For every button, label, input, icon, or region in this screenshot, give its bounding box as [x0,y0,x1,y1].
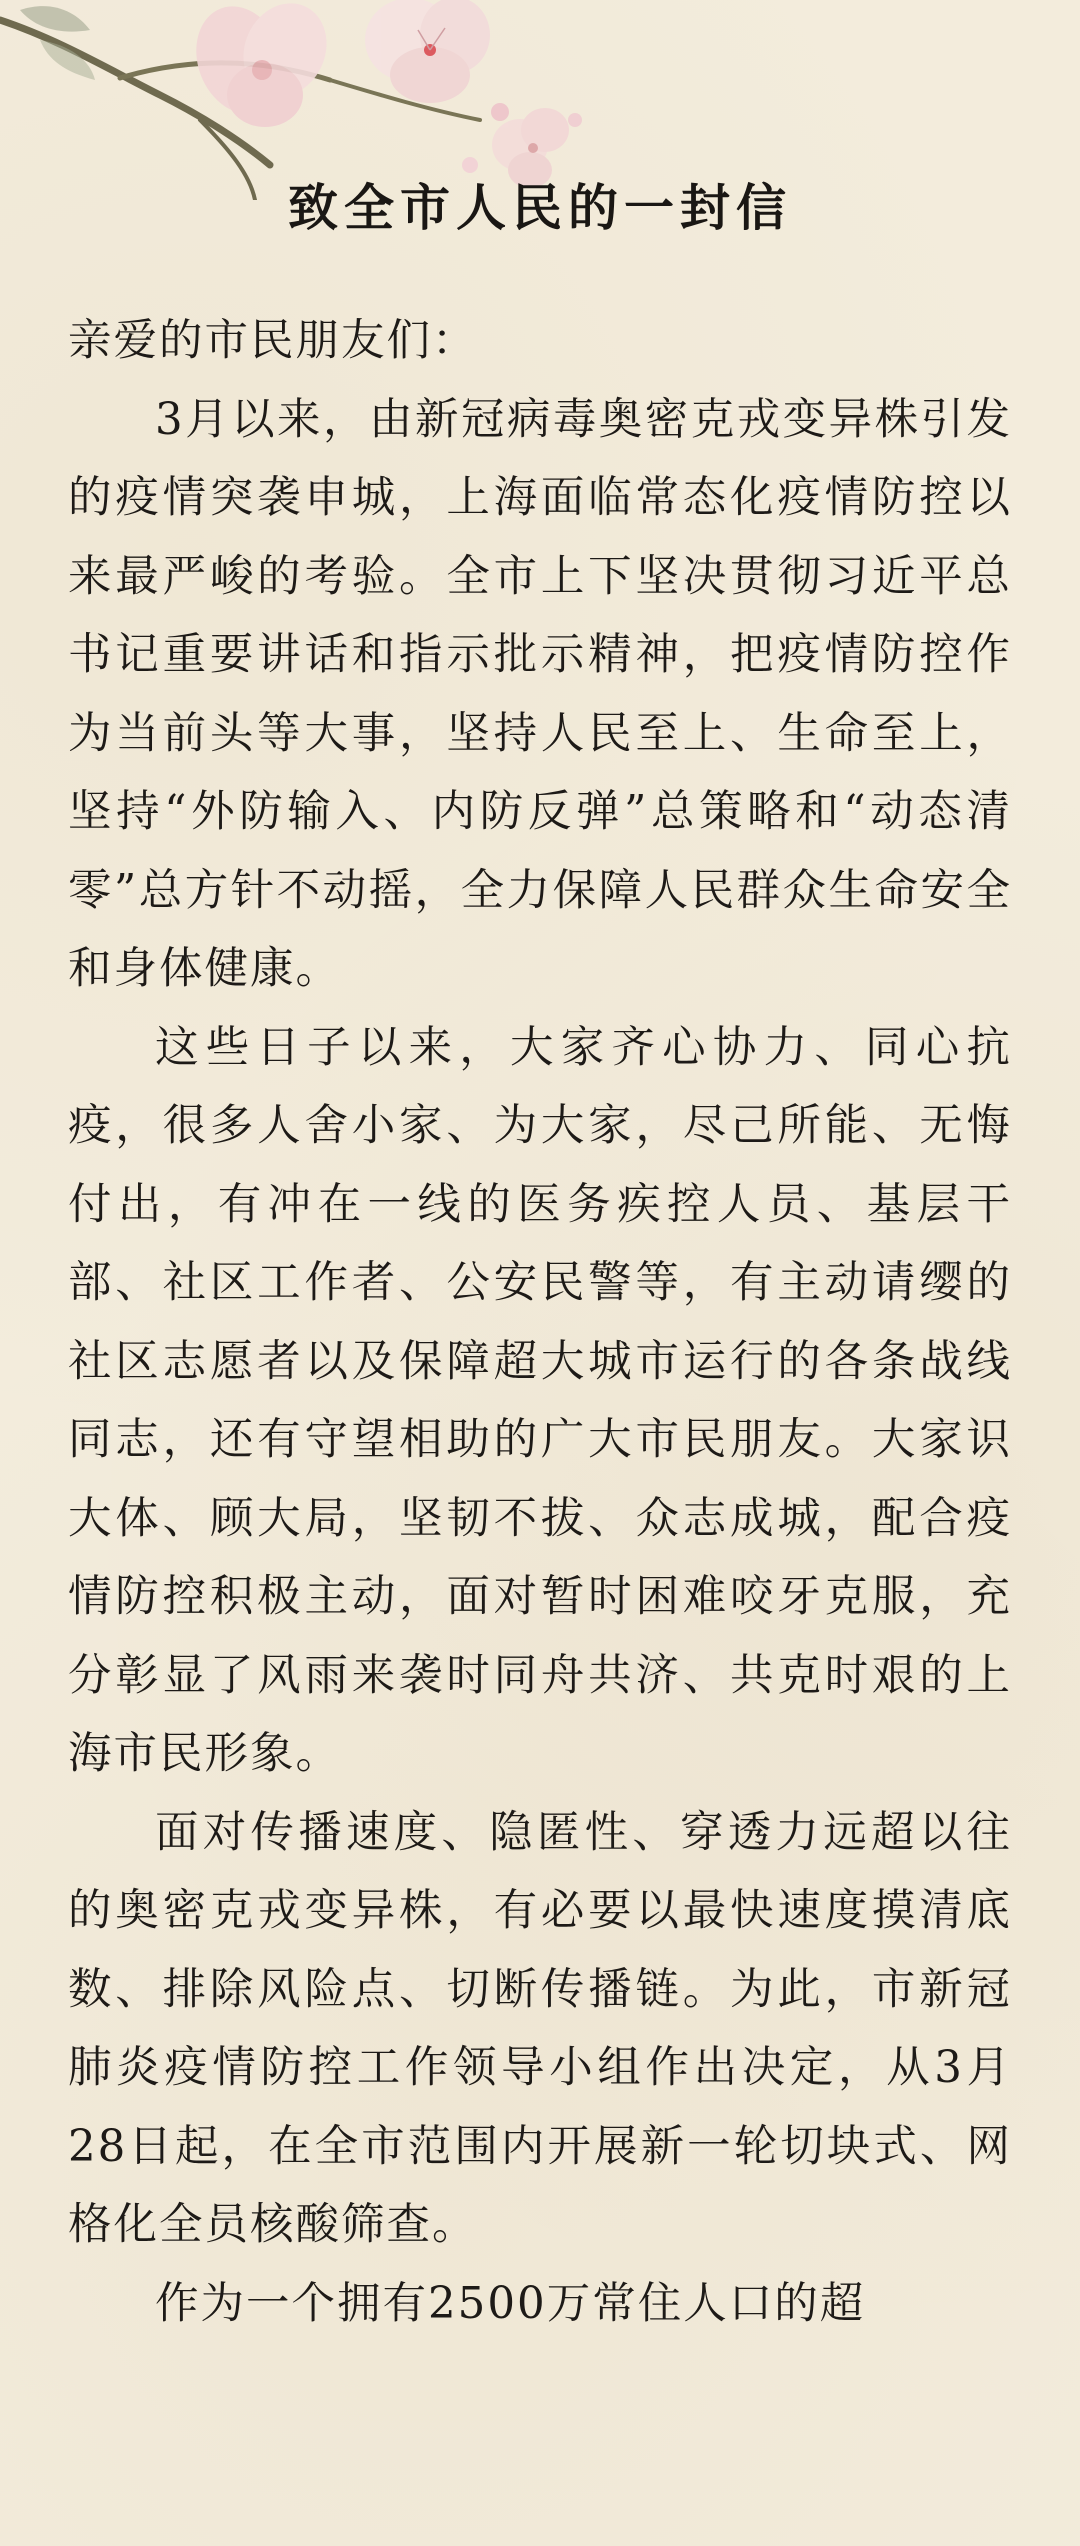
paragraph-2: 这些日子以来，大家齐心协力、同心抗疫，很多人舍小家、为大家，尽己所能、无悔付出，有冲在一线的医务疾控人员、基层干部、社区工作者、公安民警等，有主动请缨的社区志愿者以及保障超大城市运行的各条战线同志，还有守望相助的广大市民朋友。大家识大体、顾大局，坚韧不拔、众志成城，配合疫情防控积极主动，面对暂时困难咬牙克服，充分彰显了风雨来袭时同舟共济、共克时艰的上海市民形象。 [68,1022,1012,1779]
paragraph-1: 3月以来，由新冠病毒奥密克戎变异株引发的疫情突袭申城，上海面临常态化疫情防控以来最严峻的考验。全市上下坚决贯彻习近平总书记重要讲话和指示批示精神，把疫情防控作为当前头等大事，坚持人民至上、生命至上，坚持“外防输入、内防反弹”总策略和“动态清零”总方针不动摇，全力保障人民群众生命安全和身体健康。 [68,394,1012,994]
salutation: 亲爱的市民朋友们： [68,316,478,366]
paragraph-3: 面对传播速度、隐匿性、穿透力远超以往的奥密克戎变异株，有必要以最快速度摸清底数、排除风险点、切断传播链。为此，市新冠肺炎疫情防控工作领导小组作出决定，从3月28日起，在全市范围内开展新一轮切块式、网格化全员核酸筛查。 [68,1807,1012,2250]
paragraph-4: 作为一个拥有2500万常住人口的超 [155,2278,866,2329]
letter-title: 致全市人民的一封信 [288,178,792,237]
letter-body [68,302,1012,2343]
